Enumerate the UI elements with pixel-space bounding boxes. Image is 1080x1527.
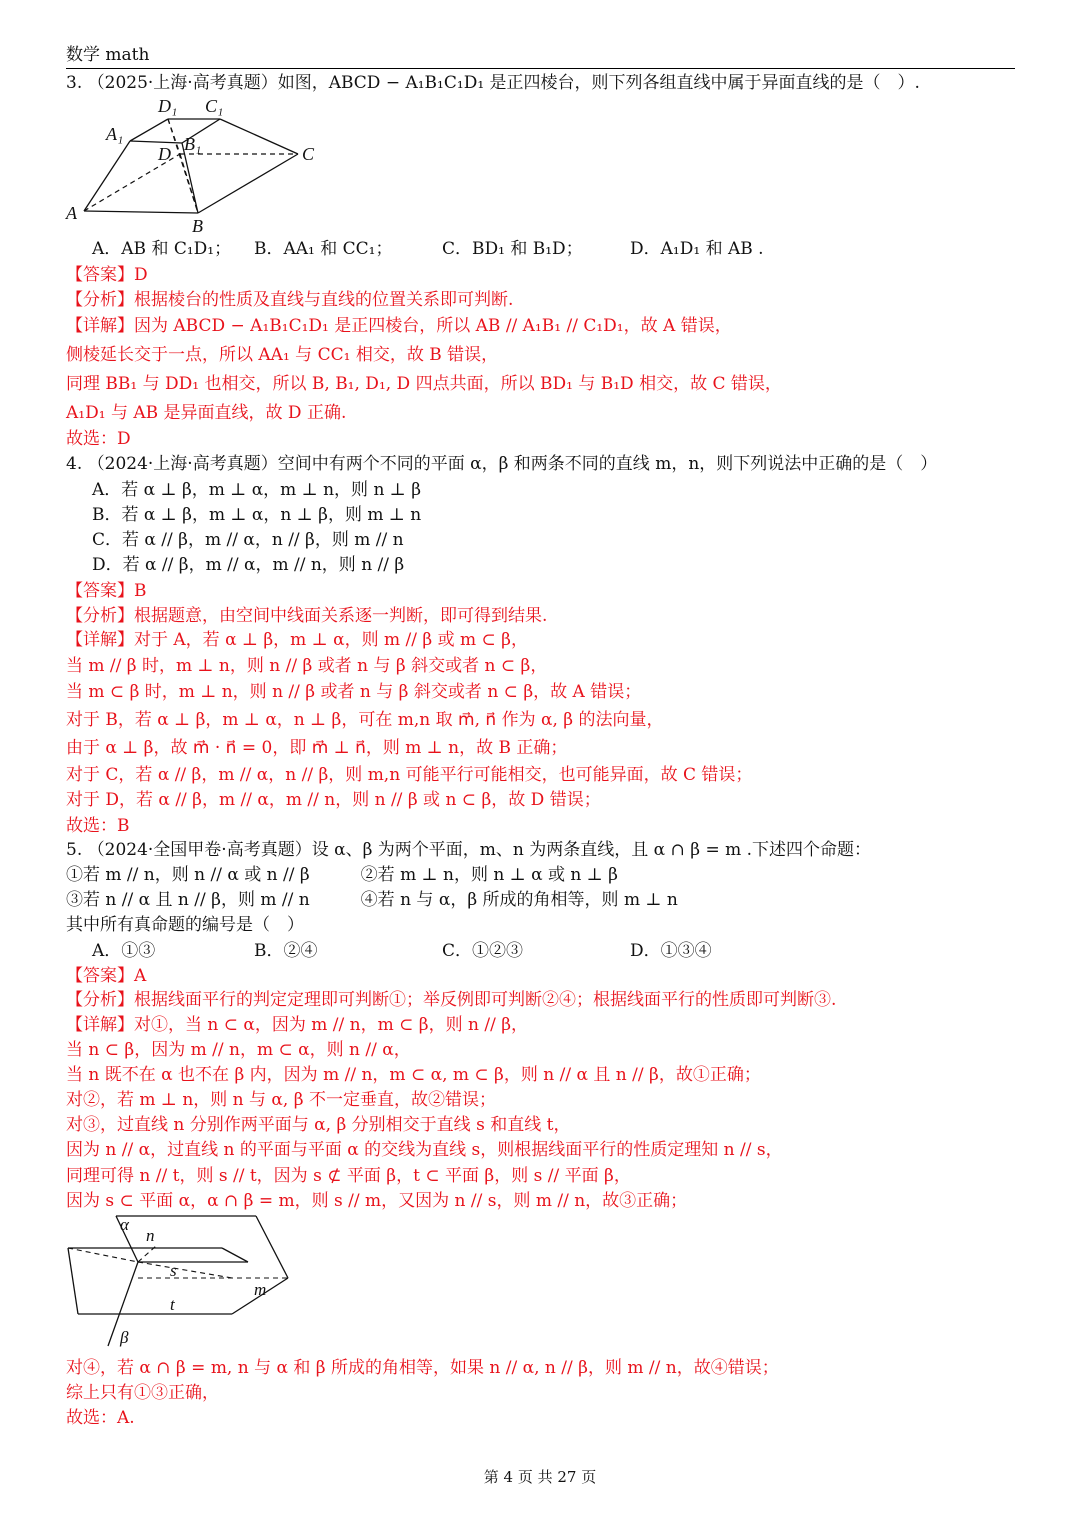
q5-option-c: C．①②③	[442, 941, 524, 961]
label-D: D	[158, 144, 171, 164]
q4-choice: 故选：B	[66, 816, 130, 836]
q5-option-b: B．②④	[254, 941, 318, 961]
q5-detail-10: 综上只有①③正确，	[66, 1383, 219, 1403]
q5-detail-6: 因为 n // α，过直线 n 的平面与平面 α 的交线为直线 s，则根据线面平行的性质定理知 n // s，	[66, 1140, 783, 1160]
q5-option-d: D．①③④	[630, 941, 712, 961]
q3-stem: 3. （2025·上海·高考真题）如图，ABCD − A₁B₁C₁D₁ 是正四棱台，则下列各组直线中属于异面直线的是（ ）.	[66, 73, 920, 93]
q4-detail-1: 【详解】对于 A，若 α ⊥ β，m ⊥ α，则 m // β 或 m ⊂ β，	[66, 630, 529, 650]
label-B1: B₁	[184, 134, 202, 154]
q4-analysis: 【分析】根据题意，由空间中线面关系逐一判断，即可得到结果.	[66, 606, 548, 626]
q3-frustum-figure	[60, 92, 330, 238]
q5-detail-1: 【详解】对①，当 n ⊂ α，因为 m // n，m ⊂ β，则 n // β，	[66, 1015, 529, 1035]
q3-analysis: 【分析】根据棱台的性质及直线与直线的位置关系即可判断.	[66, 290, 514, 310]
q3-detail-1: 【详解】因为 ABCD − A₁B₁C₁D₁ 是正四棱台，所以 AB // A₁B₁ // C₁D₁，故 A 错误，	[66, 316, 732, 336]
q5-answer: 【答案】A	[66, 966, 147, 986]
q3-detail-4: A₁D₁ 与 AB 是异面直线，故 D 正确.	[66, 403, 347, 423]
q5-detail-9: 对④，若 α ∩ β = m, n 与 α 和 β 所成的角相等，如果 n // α, n // β，则 m // n，故④错误；	[66, 1358, 779, 1378]
q5-detail-3: 当 n 既不在 α 也不在 β 内，因为 m // n，m ⊂ α, m ⊂ β，则 n // α 且 n // β，故①正确；	[66, 1065, 761, 1085]
q3-choice: 故选：D	[66, 429, 131, 449]
q3-option-d: D．A₁D₁ 和 AB .	[630, 239, 764, 259]
q5-detail-8: 因为 s ⊂ 平面 α，α ∩ β = m，则 s // m，又因为 n // s，则 m // n，故③正确；	[66, 1191, 688, 1211]
q3-detail-2: 侧棱延长交于一点，所以 AA₁ 与 CC₁ 相交，故 B 错误，	[66, 345, 499, 365]
q5-planes-figure	[60, 1210, 300, 1356]
q4-detail-5: 由于 α ⊥ β，故 m⃗ · n⃗ = 0，即 m⃗ ⊥ n⃗，则 m ⊥ n，故 B 正确；	[66, 738, 568, 758]
q4-option-a: A．若 α ⊥ β，m ⊥ α，m ⊥ n，则 n ⊥ β	[92, 480, 422, 500]
label-alpha: α	[120, 1215, 129, 1234]
label-C: C	[302, 144, 315, 164]
q3-option-a: A．AB 和 C₁D₁；	[92, 239, 232, 259]
q4-stem: 4. （2024·上海·高考真题）空间中有两个不同的平面 α，β 和两条不同的直线 m，n，则下列说法中正确的是（ ）	[66, 454, 938, 474]
q3-option-c: C．BD₁ 和 B₁D；	[442, 239, 583, 259]
q3-answer: 【答案】D	[66, 265, 148, 285]
label-s: s	[170, 1261, 177, 1280]
q5-props-1: ①若 m // n，则 n // α 或 n // β ②若 m ⊥ n，则 n ⊥ α 或 n ⊥ β	[66, 865, 618, 885]
q4-detail-3: 当 m ⊂ β 时，m ⊥ n，则 n // β 或者 n 与 β 斜交或者 n ⊂ β，故 A 错误；	[66, 682, 642, 702]
q5-analysis: 【分析】根据线面平行的判定定理即可判断①；举反例即可判断②④；根据线面平行的性质即可判断③.	[66, 990, 837, 1010]
page-footer: 第 4 页 共 27 页	[483, 1468, 597, 1486]
q4-option-d: D．若 α // β，m // α，m // n，则 n // β	[92, 555, 405, 575]
q4-detail-7: 对于 D，若 α // β，m // α，m // n，则 n // β 或 n ⊂ β，故 D 错误；	[66, 790, 601, 810]
q4-option-b: B．若 α ⊥ β，m ⊥ α，n ⊥ β，则 m ⊥ n	[92, 505, 422, 525]
q5-detail-2: 当 n ⊂ β，因为 m // n，m ⊂ α，则 n // α，	[66, 1040, 411, 1060]
label-C1: C₁	[205, 96, 224, 116]
q4-detail-4: 对于 B，若 α ⊥ β，m ⊥ α，n ⊥ β，可在 m,n 取 m⃗, n⃗ 作为 α, β 的法向量，	[66, 710, 664, 730]
q4-detail-2: 当 m // β 时，m ⊥ n，则 n // β 或者 n 与 β 斜交或者 n ⊂ β，	[66, 656, 548, 676]
q5-detail-5: 对③，过直线 n 分别作两平面与 α, β 分别相交于直线 s 和直线 t，	[66, 1115, 571, 1135]
label-beta: β	[120, 1328, 129, 1347]
q5-option-a: A．①③	[92, 941, 156, 961]
q5-question: 其中所有真命题的编号是（ ）	[66, 915, 304, 935]
label-t: t	[170, 1295, 175, 1314]
label-B: B	[192, 216, 203, 236]
q5-props-2: ③若 n // α 且 n // β，则 m // n ④若 n 与 α，β 所成的角相等，则 m ⊥ n	[66, 890, 678, 910]
label-A: A	[66, 203, 77, 223]
label-D1: D₁	[158, 96, 178, 116]
page-header: 数学 math	[66, 45, 150, 65]
q5-choice: 故选：A.	[66, 1408, 135, 1428]
q5-stem: 5. （2024·全国甲卷·高考真题）设 α、β 为两个平面，m、n 为两条直线，且 α ∩ β = m .下述四个命题：	[66, 840, 872, 860]
q5-detail-7: 同理可得 n // t，则 s // t，因为 s ⊄ 平面 β，t ⊂ 平面 β，则 s // 平面 β，	[66, 1166, 631, 1186]
q3-detail-3: 同理 BB₁ 与 DD₁ 也相交，所以 B, B₁, D₁, D 四点共面，所以 BD₁ 与 B₁D 相交，故 C 错误，	[66, 374, 782, 394]
q4-detail-6: 对于 C，若 α // β，m // α，n // β，则 m,n 可能平行可能相交，也可能异面，故 C 错误；	[66, 765, 753, 785]
q4-answer: 【答案】B	[66, 581, 147, 601]
q3-option-b: B．AA₁ 和 CC₁；	[254, 239, 393, 259]
label-A1: A₁	[106, 124, 124, 144]
label-n: n	[146, 1226, 155, 1245]
header-rule	[66, 68, 1015, 69]
q4-option-c: C．若 α // β，m // α，n // β，则 m // n	[92, 530, 404, 550]
label-m: m	[254, 1280, 267, 1299]
q5-detail-4: 对②，若 m ⊥ n，则 n 与 α, β 不一定垂直，故②错误；	[66, 1090, 496, 1110]
